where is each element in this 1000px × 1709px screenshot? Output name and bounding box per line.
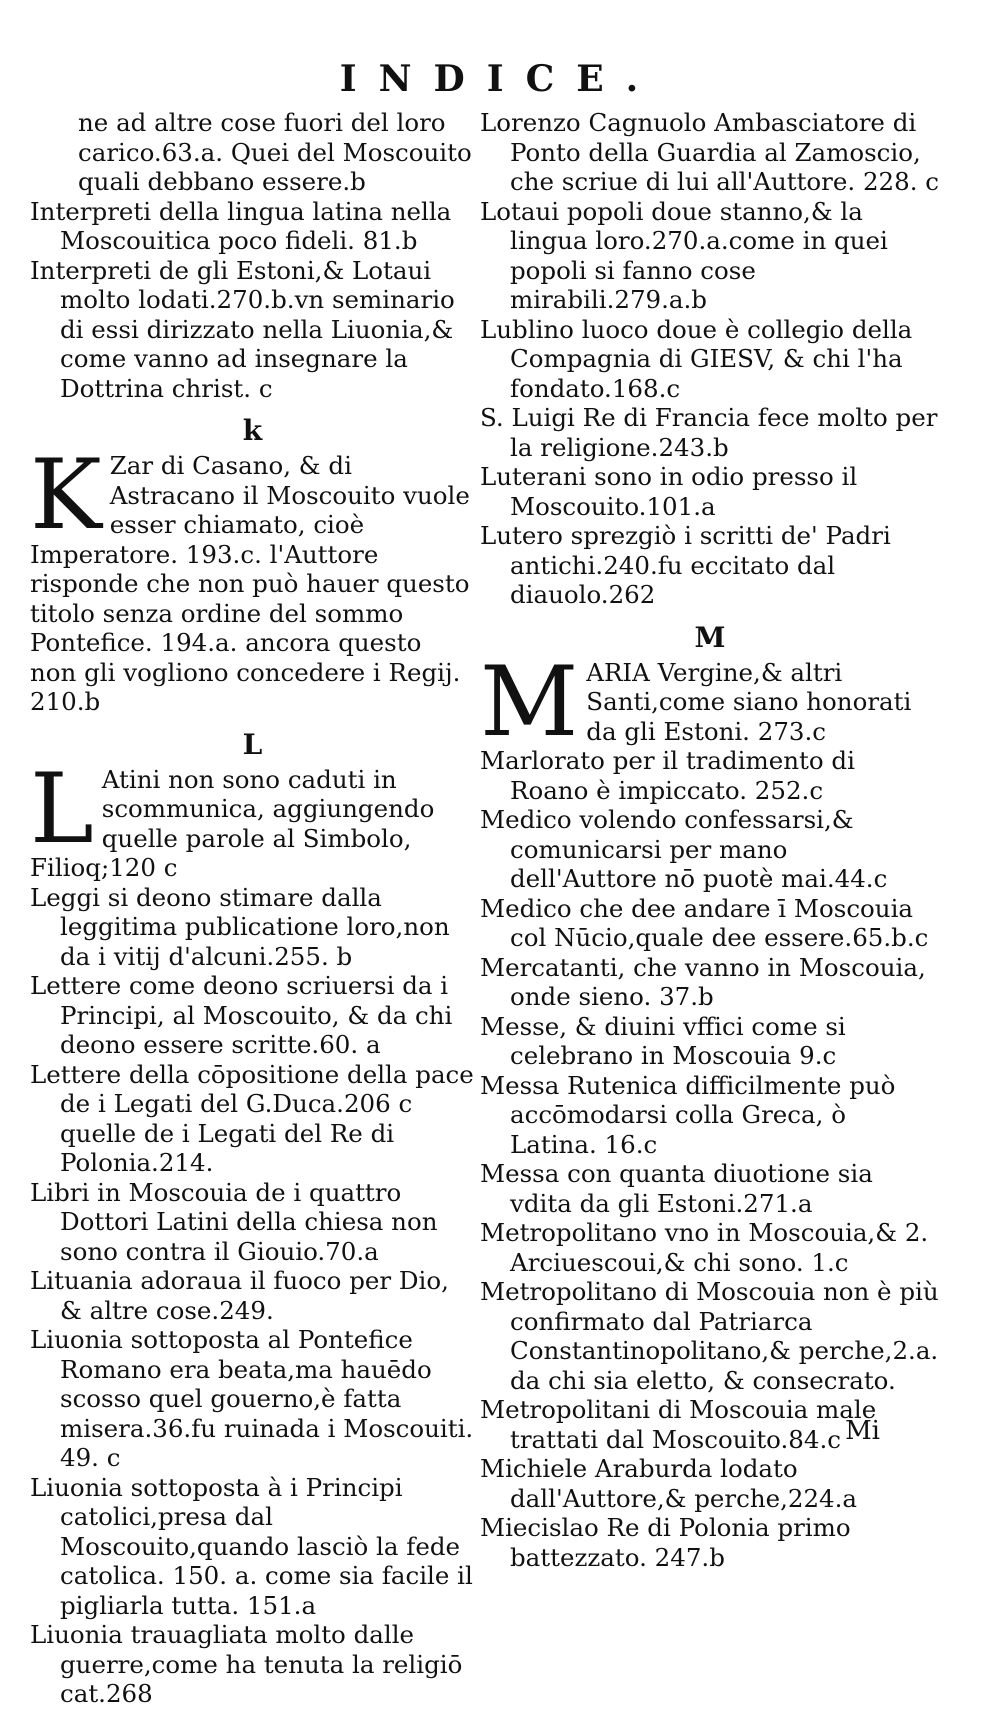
index-entry-text: Zar di Casano, & di Astracano il Moscouito vuole esser chiamato, cioè Imperatore. 193.c. l'Auttore risponde che non può hauer questo titolo senza ordine del sommo Pontefice. 194.a. ancora questo non gli vogliono concedere i Regij. 210.b	[30, 451, 470, 716]
index-entry: Metropolitani di Moscouia male trattati dal Moscouito.84.c	[480, 1395, 877, 1454]
index-entry-drop-cap	[480, 645, 940, 758]
index-entry: Interpreti della lingua latina nella Moscouitica poco fideli. 81.b	[30, 196, 452, 255]
index-entry: Liuonia trauagliata molto dalle guerre,come ha tenuta la religiō cat.268	[30, 1620, 463, 1708]
index-entry-text: Atini non sono caduti in scommunica, aggiungendo quelle parole al Simbolo, Filioq;120 c	[30, 764, 435, 882]
index-entry: Interpreti de gli Estoni,& Lotaui molto lodati.270.b.vn seminario di essi dirizzato nella Liuonia,& come vanno ad insegnare la Dottrina christ. c	[30, 255, 455, 403]
section-heading-l: L	[242, 727, 263, 761]
index-entry: Medico volendo confessarsi,& comunicarsi per mano dell'Auttore nō puotè mai.44.c	[480, 805, 888, 893]
index-entry: Lettere della cōpositione della pace de i Legati del G.Duca.206 c quelle de i Legati del Re di Polonia.214.	[30, 1059, 474, 1177]
index-entry: Metropolitano vno in Moscouia,& 2. Arciuescoui,& chi sono. 1.c	[480, 1218, 929, 1277]
index-entry: Michiele Araburda lodato dall'Auttore,& perche,224.a	[480, 1454, 858, 1513]
index-entry: Mercatanti, che vanno in Moscouia, onde sieno. 37.b	[480, 952, 926, 1011]
index-entry: Medico che dee andare ī Moscouia col Nūcio,quale dee essere.65.b.c	[480, 893, 929, 952]
index-entry: Lublino luoco doue è collegio della Compagnia di GIESV, & chi l'ha fondato.168.c	[480, 314, 913, 403]
index-entry-text: ARIA Vergine,& altri Santi,come siano honorati da gli Estoni. 273.c	[586, 657, 912, 746]
index-entry: Lituania adoraua il fuoco per Dio, & altre cose.249.	[30, 1266, 449, 1325]
drop-cap-m: M	[480, 645, 579, 758]
index-entry: Messa con quanta diuotione sia vdita da gli Estoni.271.a	[480, 1159, 873, 1218]
section-heading-k: k	[242, 414, 263, 447]
index-entry: Messa Rutenica difficilmente può accōmodarsi colla Greca, ò Latina. 16.c	[480, 1070, 896, 1159]
index-entry: Lettere come deono scriuersi da i Principi, al Moscouito, & da chi deono essere scritte.60. a	[30, 971, 453, 1059]
index-entry: Liuonia sottoposta à i Principi catolici,presa dal Moscouito,quando lasciò la fede catolica. 150. a. come sia facile il pigliarla tutta. 151.a	[30, 1472, 473, 1620]
index-entry: Lotaui popoli doue stanno,& la lingua loro.270.a.come in quei popoli si fanno cose mirabili.279.a.b	[480, 196, 888, 314]
left-column	[30, 108, 475, 1709]
index-entry: S. Luigi Re di Francia fece molto per la religione.243.b	[480, 403, 938, 462]
index-entry: Libri in Moscouia de i quattro Dottori Latini della chiesa non sono contra il Giouio.70.a	[30, 1177, 438, 1266]
index-entry: Lutero sprezgiò i scritti de' Padri antichi.240.fu eccitato dal diauolo.262	[480, 521, 891, 609]
index-entry-drop-cap	[30, 439, 475, 717]
index-entry-drop-cap	[30, 752, 475, 883]
index-entry: Marlorato per il tradimento di Roano è impiccato. 252.c	[480, 746, 855, 805]
index-entry: Liuonia sottoposta al Pontefice Romano era beata,ma hauēdo scosso quel gouerno,è fatta misera.36.fu ruinada i Moscouiti. 49. c	[30, 1325, 474, 1472]
drop-cap-l: L	[30, 752, 94, 865]
drop-cap-k: K	[30, 439, 102, 551]
page-title: INDICE.	[339, 58, 661, 100]
index-entry: Leggi si deono stimare dalla leggitima publicatione loro,non da i vitij d'alcuni.255. b	[30, 882, 450, 971]
catchword: Mi	[845, 1416, 880, 1446]
section-heading-m: M	[694, 620, 726, 654]
index-entry: Lorenzo Cagnuolo Ambasciatore di Ponto della Guardia al Zamoscio, che scriue di lui all'Auttore. 228. c	[480, 108, 940, 196]
right-column	[480, 108, 940, 1572]
index-entry: Metropolitano di Moscouia non è più confirmato dal Patriarca Constantinopolitano,& perche,2.a. da chi sia eletto, & consecrato.	[480, 1277, 939, 1395]
index-entry-continuation: ne ad altre cose fuori del loro carico.63.a. Quei del Moscouito quali debbano essere.b	[78, 108, 472, 196]
index-entry: Miecislao Re di Polonia primo battezzato. 247.b	[480, 1513, 851, 1572]
index-entry: Luterani sono in odio presso il Moscouito.101.a	[480, 462, 858, 521]
index-entry: Messe, & diuini vffici come si celebrano in Moscouia 9.c	[480, 1011, 846, 1070]
